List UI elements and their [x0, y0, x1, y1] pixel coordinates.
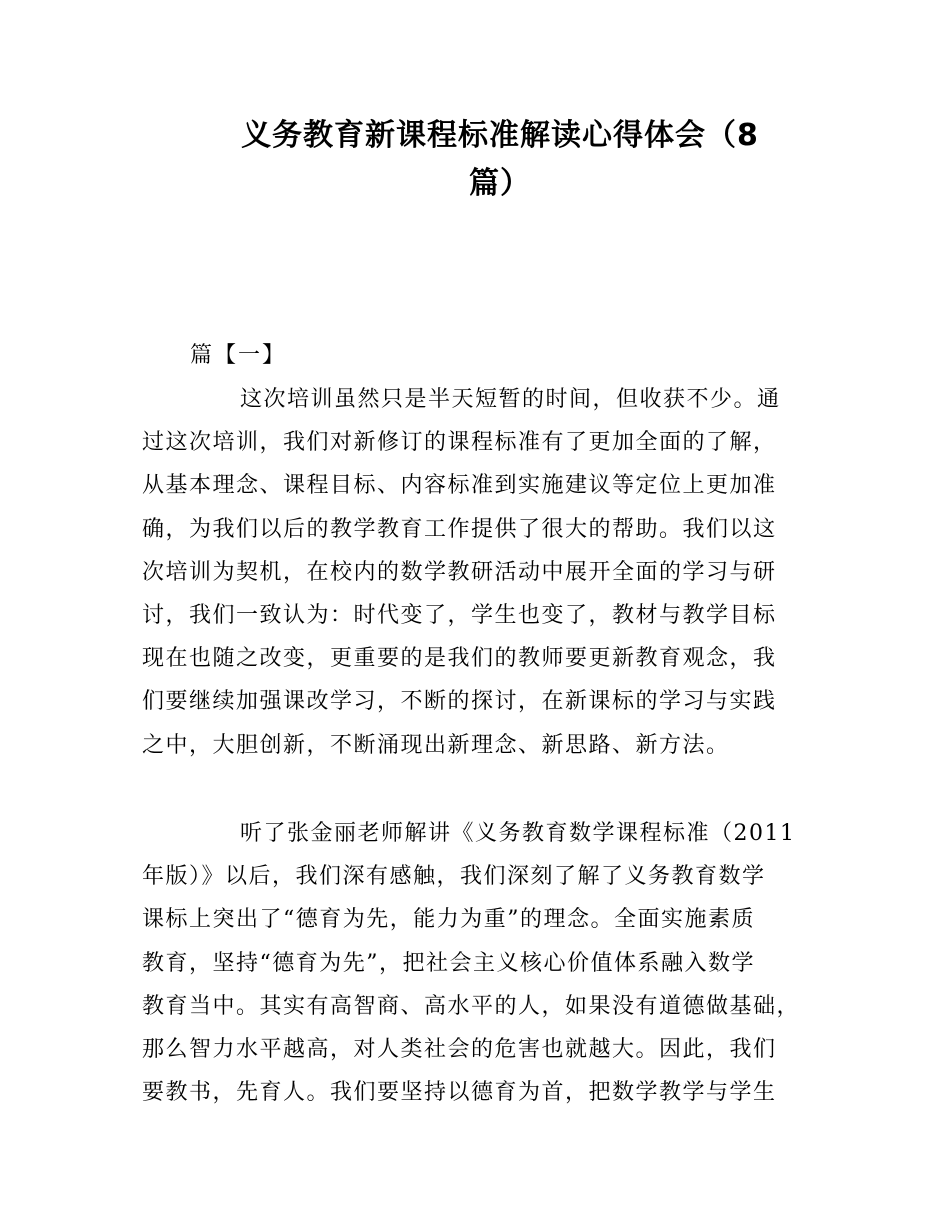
section-heading: 篇【一】	[190, 343, 287, 368]
paragraph-line: 年版）》以后，我们深有感触，我们深刻了解了义务教育数学	[142, 864, 766, 890]
paragraph-line: 课标上突出了“德育为先，能力为重”的理念。全面实施素质	[142, 907, 755, 933]
paragraph-line: 这次培训虽然只是半天短暂的时间，但收获不少。通	[240, 387, 781, 412]
paragraph-line: 确，为我们以后的教学教育工作提供了很大的帮助。我们以这	[142, 516, 777, 542]
paragraph-2	[142, 812, 822, 1114]
paragraph-line: 那么智力水平越高，对人类社会的危害也就越大。因此，我们	[142, 1037, 777, 1063]
title-line-2: 篇）	[469, 166, 531, 201]
paragraph-line: 过这次培训，我们对新修订的课程标准有了更加全面的了解，	[142, 430, 777, 456]
paragraph-line: 次培训为契机，在校内的数学教研活动中展开全面的学习与研	[142, 559, 777, 585]
paragraph-line: 之中，大胆创新，不断涌现出新理念、新思路、新方法。	[142, 732, 730, 758]
paragraph-line: 教育当中。其实有高智商、高水平的人，如果没有道德做基础，	[142, 993, 801, 1019]
paragraph-line: 从基本理念、课程目标、内容标准到实施建议等定位上更加准	[142, 473, 777, 499]
paragraph-line: 要教书，先育人。我们要坚持以德育为首，把数学教学与学生	[142, 1080, 777, 1106]
paragraph-line: 教育，坚持“德育为先”，把社会主义核心价值体系融入数学	[142, 950, 755, 976]
paragraph-line: 现在也随之改变，更重要的是我们的教师要更新教育观念，我	[142, 646, 777, 672]
paragraph-line: 们要继续加强课改学习，不断的探讨，在新课标的学习与实践	[142, 689, 777, 715]
paragraph-line: 听了张金丽老师解讲《义务教育数学课程标准（2011	[240, 821, 796, 846]
document-title	[190, 112, 810, 208]
paragraph-1	[142, 378, 822, 767]
paragraph-line: 讨，我们一致认为：时代变了，学生也变了，教材与教学目标	[142, 603, 777, 629]
title-line-1: 义务教育新课程标准解读心得体会（8	[241, 118, 759, 153]
